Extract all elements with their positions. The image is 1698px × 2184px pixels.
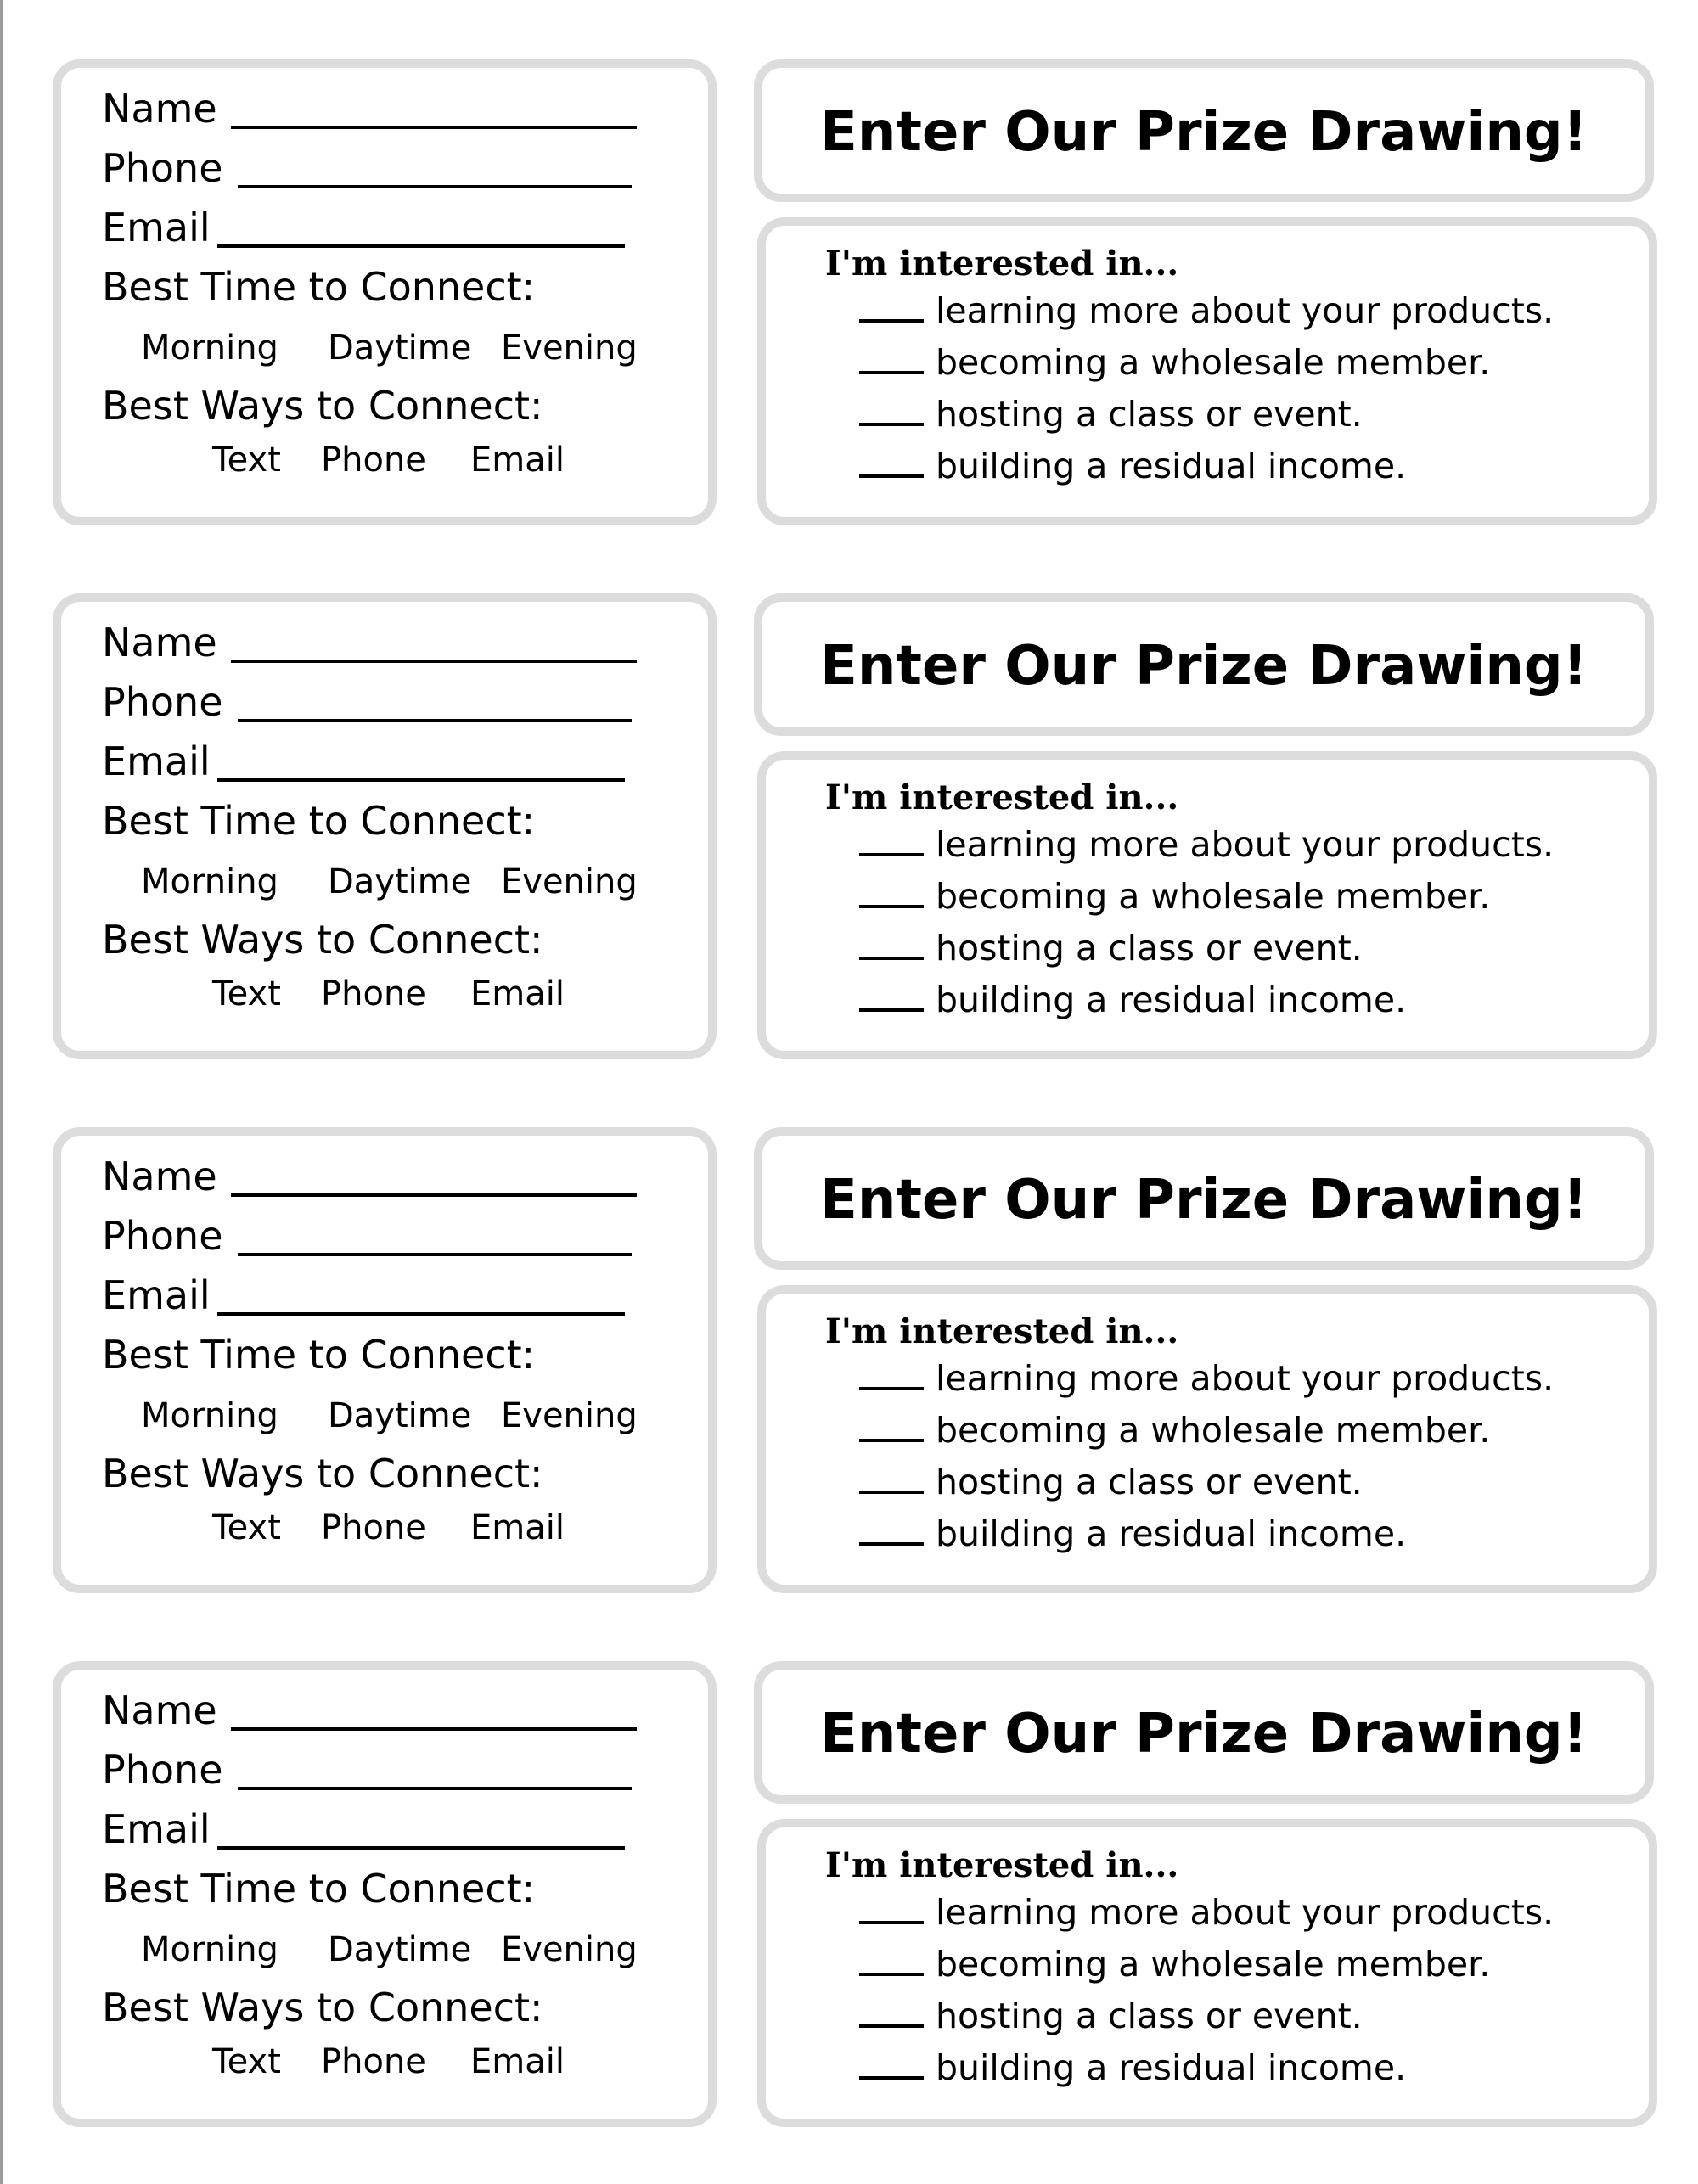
time-option-evening[interactable]: Evening [501,328,638,368]
interest-item[interactable] [859,1940,1490,1988]
name-line[interactable] [231,126,637,129]
interest-item[interactable] [859,339,1490,386]
way-option-phone[interactable]: Phone [321,974,426,1013]
way-option-email[interactable]: Email [470,2042,565,2081]
time-options [61,858,706,906]
interest-text: becoming a wholesale member. [936,1410,1491,1451]
phone-line[interactable] [238,1787,632,1790]
interests-box [757,1285,1657,1593]
interest-blank-line[interactable] [859,1387,924,1390]
way-options [61,2038,706,2086]
interest-blank-line[interactable] [859,1008,924,1012]
interest-blank-line[interactable] [859,423,924,426]
way-option-email[interactable]: Email [470,441,565,480]
interest-item[interactable] [859,390,1363,438]
best-time-label: Best Time to Connect: [102,1332,536,1378]
interest-blank-line[interactable] [859,2076,924,2080]
name-field [102,617,217,668]
interest-item[interactable] [859,821,1554,868]
best-time-label: Best Time to Connect: [102,1866,536,1912]
interest-text: building a residual income. [936,446,1407,486]
interest-item[interactable] [859,2044,1406,2091]
interest-text: learning more about your products. [936,290,1555,331]
time-option-evening[interactable]: Evening [501,1396,638,1435]
interest-blank-line[interactable] [859,1921,924,1924]
time-option-morning[interactable]: Morning [141,1396,278,1435]
email-field [102,1804,211,1855]
interest-text: becoming a wholesale member. [936,876,1491,917]
email-label: Email [102,738,211,784]
interest-text: learning more about your products. [936,824,1555,865]
interest-item[interactable] [859,1406,1490,1454]
email-field [102,736,211,787]
time-option-morning[interactable]: Morning [141,328,278,368]
email-field [102,202,211,253]
interest-blank-line[interactable] [859,1973,924,1976]
best-ways-label: Best Ways to Connect: [102,1451,543,1496]
contact-box [53,59,717,525]
phone-field [102,1210,223,1261]
card-set-3 [0,1122,1698,1597]
interest-blank-line[interactable] [859,853,924,856]
interests-heading: I'm interested in... [825,778,1179,817]
time-option-daytime[interactable]: Daytime [328,862,472,901]
way-option-phone[interactable]: Phone [321,441,426,480]
name-line[interactable] [231,660,637,663]
interest-blank-line[interactable] [859,1542,924,1546]
interests-heading: I'm interested in... [825,244,1179,284]
interest-blank-line[interactable] [859,1491,924,1494]
time-options [61,324,706,372]
interest-item[interactable] [859,976,1406,1024]
interest-item[interactable] [859,1510,1406,1558]
interest-blank-line[interactable] [859,2024,924,2028]
time-option-daytime[interactable]: Daytime [328,1930,472,1969]
email-line[interactable] [217,244,625,248]
name-line[interactable] [231,1727,637,1731]
email-field [102,1270,211,1321]
interests-heading: I'm interested in... [825,1311,1179,1351]
name-label: Name [102,1154,217,1199]
phone-line[interactable] [238,719,632,722]
email-label: Email [102,1272,211,1318]
card-set-2 [0,588,1698,1064]
contact-box [53,1661,717,2127]
contact-box [53,593,717,1059]
interest-blank-line[interactable] [859,1439,924,1442]
best-time-label: Best Time to Connect: [102,798,536,844]
name-field [102,1685,217,1736]
interest-text: becoming a wholesale member. [936,1944,1491,1985]
phone-label: Phone [102,145,223,191]
best-ways-label: Best Ways to Connect: [102,383,543,429]
interest-item[interactable] [859,1889,1554,1936]
interest-text: building a residual income. [936,980,1407,1020]
email-label: Email [102,205,211,250]
name-label: Name [102,620,217,665]
phone-label: Phone [102,679,223,725]
interests-box [757,217,1657,525]
interest-blank-line[interactable] [859,474,924,478]
way-option-phone[interactable]: Phone [321,1508,426,1547]
phone-label: Phone [102,1213,223,1259]
way-option-email[interactable]: Email [470,974,565,1013]
way-option-email[interactable]: Email [470,1508,565,1547]
interests-box [757,751,1657,1059]
interest-item[interactable] [859,1355,1554,1402]
interest-blank-line[interactable] [859,371,924,374]
interest-blank-line[interactable] [859,319,924,323]
way-options [61,436,706,484]
interest-item[interactable] [859,1458,1363,1506]
best-ways-label: Best Ways to Connect: [102,1985,543,2030]
time-option-morning[interactable]: Morning [141,862,278,901]
phone-label: Phone [102,1747,223,1793]
name-line[interactable] [231,1193,637,1197]
name-label: Name [102,86,217,132]
interest-blank-line[interactable] [859,905,924,908]
prize-title-box [754,1127,1654,1270]
time-options [61,1926,706,1973]
interest-blank-line[interactable] [859,957,924,960]
phone-line[interactable] [238,185,632,188]
interest-text: building a residual income. [936,2047,1407,2088]
time-options [61,1392,706,1440]
way-options [61,1504,706,1552]
card-set-1 [0,54,1698,530]
interest-item[interactable] [859,442,1406,490]
best-time-label: Best Time to Connect: [102,264,536,310]
way-option-text[interactable]: Text [212,441,281,480]
interest-text: building a residual income. [936,1513,1407,1554]
contact-box [53,1127,717,1593]
email-line[interactable] [217,778,625,782]
name-field [102,83,217,134]
prize-title: Enter Our Prize Drawing! [820,101,1588,164]
interest-text: hosting a class or event. [936,1996,1363,2036]
interests-heading: I'm interested in... [825,1845,1179,1885]
card-set-4 [0,1656,1698,2131]
name-field [102,1151,217,1202]
email-line[interactable] [217,1312,625,1316]
prize-title-box [754,1661,1654,1804]
interest-text: hosting a class or event. [936,394,1363,435]
interests-box [757,1819,1657,2127]
phone-field [102,1744,223,1795]
way-option-text[interactable]: Text [212,974,281,1013]
interest-text: hosting a class or event. [936,928,1363,968]
interest-text: learning more about your products. [936,1892,1555,1933]
interest-text: learning more about your products. [936,1358,1555,1399]
time-option-evening[interactable]: Evening [501,862,638,901]
interest-text: becoming a wholesale member. [936,342,1491,383]
way-options [61,970,706,1018]
prize-title-box [754,59,1654,202]
interest-text: hosting a class or event. [936,1462,1363,1502]
email-label: Email [102,1806,211,1852]
email-line[interactable] [217,1846,625,1850]
time-option-daytime[interactable]: Daytime [328,1396,472,1435]
interest-item[interactable] [859,873,1490,920]
interest-item[interactable] [859,1992,1363,2040]
time-option-morning[interactable]: Morning [141,1930,278,1969]
phone-field [102,677,223,727]
prize-title: Enter Our Prize Drawing! [820,1169,1588,1232]
prize-title-box [754,593,1654,736]
interest-item[interactable] [859,287,1554,334]
phone-field [102,143,223,194]
interest-item[interactable] [859,924,1363,972]
phone-line[interactable] [238,1253,632,1256]
way-option-text[interactable]: Text [212,1508,281,1547]
best-ways-label: Best Ways to Connect: [102,917,543,963]
prize-title: Enter Our Prize Drawing! [820,1703,1588,1766]
prize-title: Enter Our Prize Drawing! [820,635,1588,698]
time-option-daytime[interactable]: Daytime [328,328,472,368]
time-option-evening[interactable]: Evening [501,1930,638,1969]
name-label: Name [102,1687,217,1733]
way-option-phone[interactable]: Phone [321,2042,426,2081]
way-option-text[interactable]: Text [212,2042,281,2081]
